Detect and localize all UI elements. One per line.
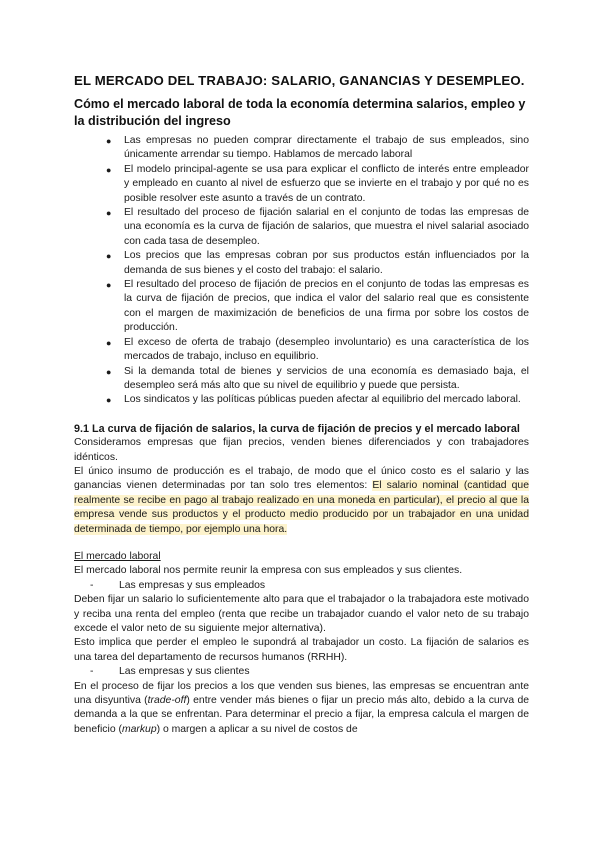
summary-list <box>74 134 529 408</box>
list-item: ● El resultado del proceso de fijación de precios en el conjunto de todas las empresas es la curva de fijación de precios, que indica el valor del salario real que es consistente con el margen de maximización de beneficios de una firma por sobre los costos de producción. <box>106 279 529 334</box>
list-item: ● Si la demanda total de bienes y servicios de una economía es demasiado baja, el desempleo será más alto que su nivel de equilibrio y puede que persista. <box>106 365 529 391</box>
bullet-icon: ● <box>106 136 112 146</box>
list-item: ● El modelo principal-agente se usa para explicar el conflicto de interés entre empleador y empleado en cuanto al nivel de esfuerzo que se invierte en el trabajo y por qué no es posible resolver este asunto a través de un contrato. <box>106 163 529 204</box>
dash-icon: - <box>90 579 94 591</box>
highlighted-text: El salario nominal (cantidad que realmente se recibe en pago al trabajo realizado en una moneda en particular), <box>74 480 529 506</box>
bullet-icon: ● <box>106 280 112 291</box>
section-paragraph-1: Consideramos empresas que fijan precios, venden bienes diferenciados y con trabajadores idénticos. <box>74 437 529 463</box>
bullet-icon: ● <box>106 337 112 348</box>
section-heading: 9.1 La curva de fijación de salarios, la curva de fijación de precios y el mercado laboral <box>74 422 520 435</box>
bullet-icon: ● <box>106 395 112 406</box>
bullet-icon: ● <box>106 208 112 219</box>
list-item: ● Los precios que las empresas cobran por sus productos están influenciados por la demanda de sus bienes y el costo del trabajo: el salario. <box>106 250 529 276</box>
list-item: ● El resultado del proceso de fijación salarial en el conjunto de todas las empresas de una economía es la curva de fijación de salarios, que muestra el nivel salarial asociado con cada tasa de desempleo. <box>106 207 529 247</box>
document-subtitle: Cómo el mercado laboral de toda la economía determina salarios, empleo y la distribución del ingreso <box>74 97 526 128</box>
section-paragraph-2: El único insumo de producción es el trabajo, de modo que el único costo es el salario y las ganancias vienen determinadas por tan solo tres elementos: El salario nominal (cantidad que realmente se recibe en pago al trabajo realizado en una moneda en particular), el precio al que la empresa vende sus productos y el producto medio producido por un trabajador en una unidad determinada de tiempo, por ejemplo una hora. <box>74 465 529 535</box>
bullet-icon: ● <box>106 251 112 262</box>
bullet-icon: ● <box>106 164 112 175</box>
list-item: ● Los sindicatos y las políticas públicas pueden afectar al equilibrio del mercado laboral. <box>124 393 529 407</box>
document-title: EL MERCADO DEL TRABAJO: SALARIO, GANANCIAS Y DESEMPLEO. <box>74 73 525 88</box>
dash-list-item: - Las empresas y sus clientes <box>74 665 529 679</box>
list-item: ● Las empresas no pueden comprar directamente el trabajo de sus empleados, sino únicamente arrendar su tiempo. Hablamos de mercado laboral <box>106 135 529 161</box>
dash-list-item: - Las empresas y sus empleados <box>74 579 529 593</box>
employees-paragraph-1: Deben fijar un salario lo suficientemente alto para que el trabajador o la trabajadora este motivado y reciba una renta del empleo (renta que recibe un trabajador cuando el valor neto de su trabajo excede el valor neto de su siguiente mejor alternativa). <box>74 594 529 634</box>
highlighted-text: el precio al que la empresa vende sus productos y el producto medio producido por un trabajador en una unidad determinada de tiempo, por ejemplo una hora. <box>74 494 529 535</box>
dash-icon: - <box>90 666 94 678</box>
market-intro: El mercado laboral nos permite reunir la empresa con sus empleados y sus clientes. <box>74 565 463 577</box>
page-content <box>74 72 529 737</box>
subsection-heading: El mercado laboral <box>74 550 161 562</box>
bullet-icon: ● <box>106 366 112 377</box>
clients-paragraph: En el proceso de fijar los precios a los que venden sus bienes, las empresas se encuentran ante una disyuntiva (trade-off) entre vender más bienes o fijar un precio más alto, debido a la curva de demanda a la que se enfrentan. Para determinar el precio a fijar, la empresa calcula el margen de beneficio (markup) o margen a aplicar a su nivel de costos de <box>74 680 530 735</box>
list-item: ● El exceso de oferta de trabajo (desempleo involuntario) es una característica de los mercados de trabajo, incluso en equilibrio. <box>106 336 529 363</box>
employees-paragraph-2: Esto implica que perder el empleo le supondrá al trabajador un costo. La fijación de salarios es una tarea del departamento de recursos humanos (RRHH). <box>74 637 529 663</box>
